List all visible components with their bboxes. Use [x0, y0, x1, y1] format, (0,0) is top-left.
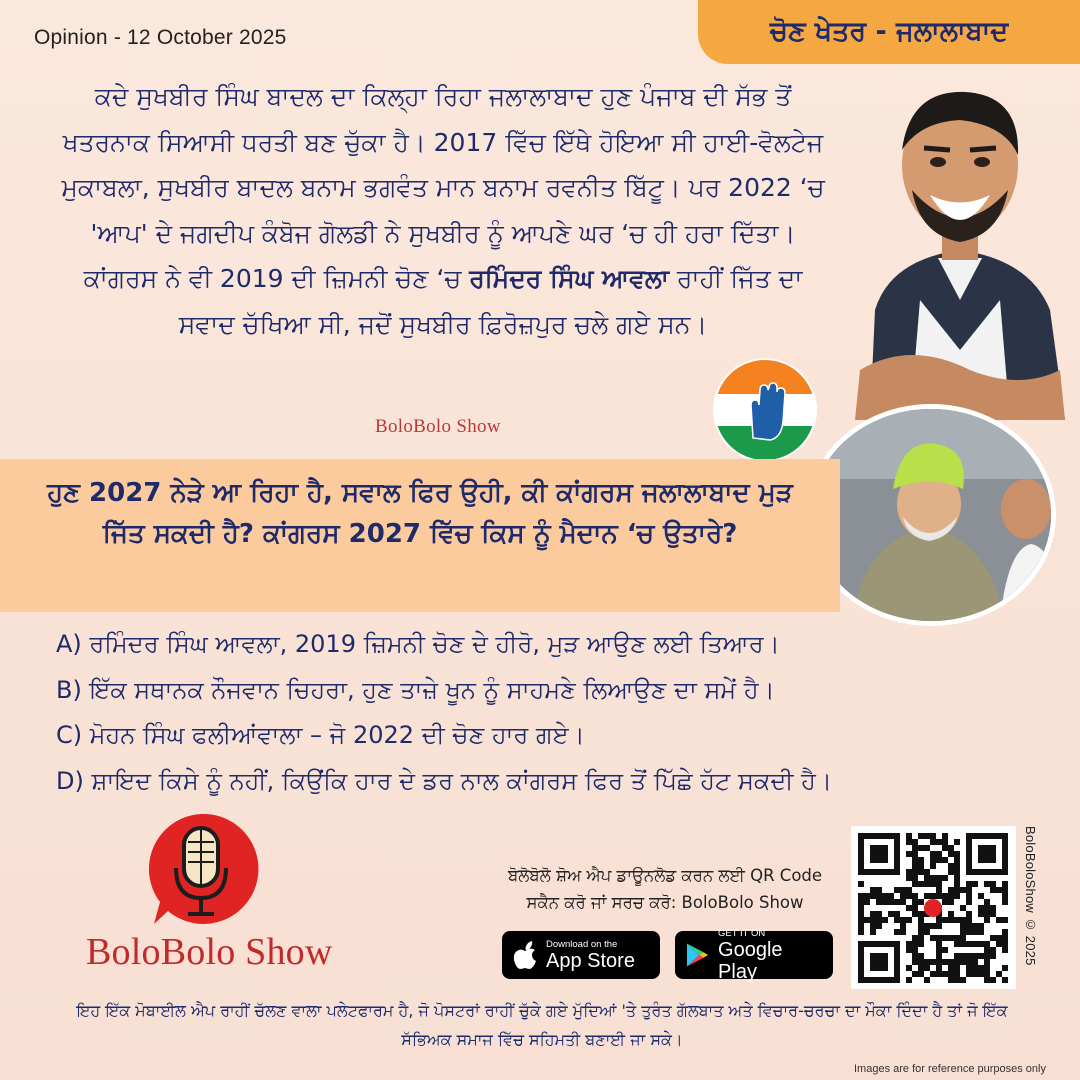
intro-text-part2: ਰਾਹੀਂ ਜਿੱਤ ਦਾ ਸਵਾਦ ਚੱਖਿਆ ਸੀ, ਜਦੋਂ ਸੁਖਬੀਰ ਫ਼ਿਰੋਜ਼ਪੁਰ ਚਲੇ ਗਏ ਸਨ। — [178, 264, 803, 339]
disclaimer: Images are for reference purposes only — [854, 1063, 1046, 1075]
app-store-button[interactable] — [502, 931, 660, 979]
option-d[interactable]: D) ਸ਼ਾਇਦ ਕਿਸੇ ਨੂੰ ਨਹੀਂ, ਕਿਉਂਕਿ ਹਾਰ ਦੇ ਡਰ ਨਾਲ ਕਾਂਗਰਸ ਫਿਰ ਤੋਂ ਪਿੱਛੇ ਹੱਟ ਸਕਦੀ ਹੈ। — [56, 766, 833, 795]
google-play-small-label: GET IT ON — [718, 927, 766, 939]
qr-code-icon[interactable] — [851, 826, 1016, 989]
leader-photo-image — [806, 404, 1056, 626]
intro-highlight-name: ਰਮਿੰਦਰ ਸਿੰਘ ਆਵਲਾ — [469, 264, 669, 293]
intro-text-part1: ਕਦੇ ਸੁਖਬੀਰ ਸਿੰਘ ਬਾਦਲ ਦਾ ਕਿਲ੍ਹਾ ਰਿਹਾ ਜਲਾਲਾਬਾਦ ਹੁਣ ਪੰਜਾਬ ਦੀ ਸੱਭ ਤੋਂ ਖਤਰਨਾਕ ਸਿਆਸੀ ਧਰਤੀ ਬਣ ਚੁੱਕਾ ਹੈ। 2017 ਵਿੱਚ ਇੱਥੇ ਹੋਇਆ ਸੀ ਹਾਈ-ਵੋਲਟੇਜ ਮੁਕਾਬਲਾ, ਸੁਖਬੀਰ ਬਾਦਲ ਬਨਾਮ ਭਗਵੰਤ ਮਾਨ ਬਨਾਮ ਰਵਨੀਤ ਬਿੱਟੂ। ਪਰ 2022 ‘ਚ 'ਆਪ' ਦੇ ਜਗਦੀਪ ਕੰਬੋਜ ਗੋਲਡੀ ਨੇ ਸੁਖਬੀਰ ਨੂੰ ਆਪਣੇ ਘਰ ‘ਚ ਹੀ ਹਰਾ ਦਿੱਤਾ। ਕਾਂਗਰਸ ਨੇ ਵੀ 2019 ਦੀ ਜ਼ਿਮਨੀ ਚੋਣ ‘ਚ — [61, 82, 825, 293]
microphone-icon — [140, 808, 262, 932]
qr-instructions-line2: ਸਕੈਨ ਕਰੋ ਜਾਂ ਸਰਚ ਕਰੋ: BoloBolo Show — [526, 893, 804, 912]
constituency-tag-label: ਚੋਣ ਖੇਤਰ - ਜਲਾਲਾਬਾਦ — [769, 16, 1009, 47]
watermark: BoloBolo Show — [375, 416, 501, 437]
constituency-tag — [698, 0, 1080, 64]
qr-instructions-line1: ਬੋਲੋਬੋਲੋ ਸ਼ੋਅ ਐਪ ਡਾਊਨਲੋਡ ਕਰਨ ਲਈ QR Code — [507, 866, 823, 885]
app-store-small-label: Download on the — [546, 938, 618, 950]
date-label: Opinion - 12 October 2025 — [34, 26, 287, 49]
congress-hand-icon — [715, 360, 815, 460]
caricature-portrait-image — [850, 70, 1070, 420]
option-a[interactable]: A) ਰਮਿੰਦਰ ਸਿੰਘ ਆਵਲਾ, 2019 ਜ਼ਿਮਨੀ ਚੋਣ ਦੇ ਹੀਰੋ, ਮੁੜ ਆਉਣ ਲਈ ਤਿਆਰ। — [56, 630, 780, 658]
google-play-button[interactable] — [675, 927, 833, 983]
qr-instructions — [490, 862, 840, 916]
app-store-label: App Store — [546, 949, 635, 972]
vertical-copyright: BoloBoloShow © 2025 — [1023, 826, 1038, 966]
google-play-label: Google Play — [718, 938, 783, 983]
option-b[interactable]: B) ਇੱਕ ਸਥਾਨਕ ਨੌਜਵਾਨ ਚਿਹਰਾ, ਹੁਣ ਤਾਜ਼ੇ ਖੂਨ ਨੂੰ ਸਾਹਮਣੇ ਲਿਆਉਣ ਦਾ ਸਮੇਂ ਹੈ। — [56, 675, 775, 704]
option-c[interactable]: C) ਮੋਹਨ ਸਿੰਘ ਫਲੀਆਂਵਾਲਾ – ਜੋ 2022 ਦੀ ਚੋਣ ਹਾਰ ਗਏ। — [56, 721, 585, 749]
google-play-icon — [685, 941, 710, 969]
question-text: ਹੁਣ 2027 ਨੇੜੇ ਆ ਰਿਹਾ ਹੈ, ਸਵਾਲ ਫਿਰ ਉਹੀ, ਕੀ ਕਾਂਗਰਸ ਜਲਾਲਾਬਾਦ ਮੁੜ ਜਿੱਤ ਸਕਦੀ ਹੈ? ਕਾਂਗਰਸ 2027 ਵਿੱਚ ਕਿਸ ਨੂੰ ਮੈਦਾਨ ‘ਚ ਉਤਾਰੇ? — [47, 478, 793, 549]
intro-paragraph — [58, 74, 828, 347]
brand-name: BoloBolo Show — [86, 931, 333, 973]
about-text: ਇਹ ਇੱਕ ਮੋਬਾਈਲ ਐਪ ਰਾਹੀਂ ਚੱਲਣ ਵਾਲਾ ਪਲੇਟਫਾਰਮ ਹੈ, ਜੋ ਪੋਸਟਰਾਂ ਰਾਹੀਂ ਚੁੱਕੇ ਗਏ ਮੁੱਦਿਆਂ 'ਤੇ ਤੁਰੰਤ ਗੱਲਬਾਤ ਅਤੇ ਵਿਚਾਰ-ਚਰਚਾ ਦਾ ਮੌਕਾ ਦਿੰਦਾ ਹੈ ਤਾਂ ਜੋ ਇੱਕ ਸੱਭਿਅਕ ਸਮਾਜ ਵਿੱਚ ਸਹਿਮਤੀ ਬਣਾਈ ਜਾ ਸਕੇ। — [76, 1001, 1008, 1049]
options-list — [56, 622, 1016, 804]
apple-icon — [512, 940, 538, 970]
